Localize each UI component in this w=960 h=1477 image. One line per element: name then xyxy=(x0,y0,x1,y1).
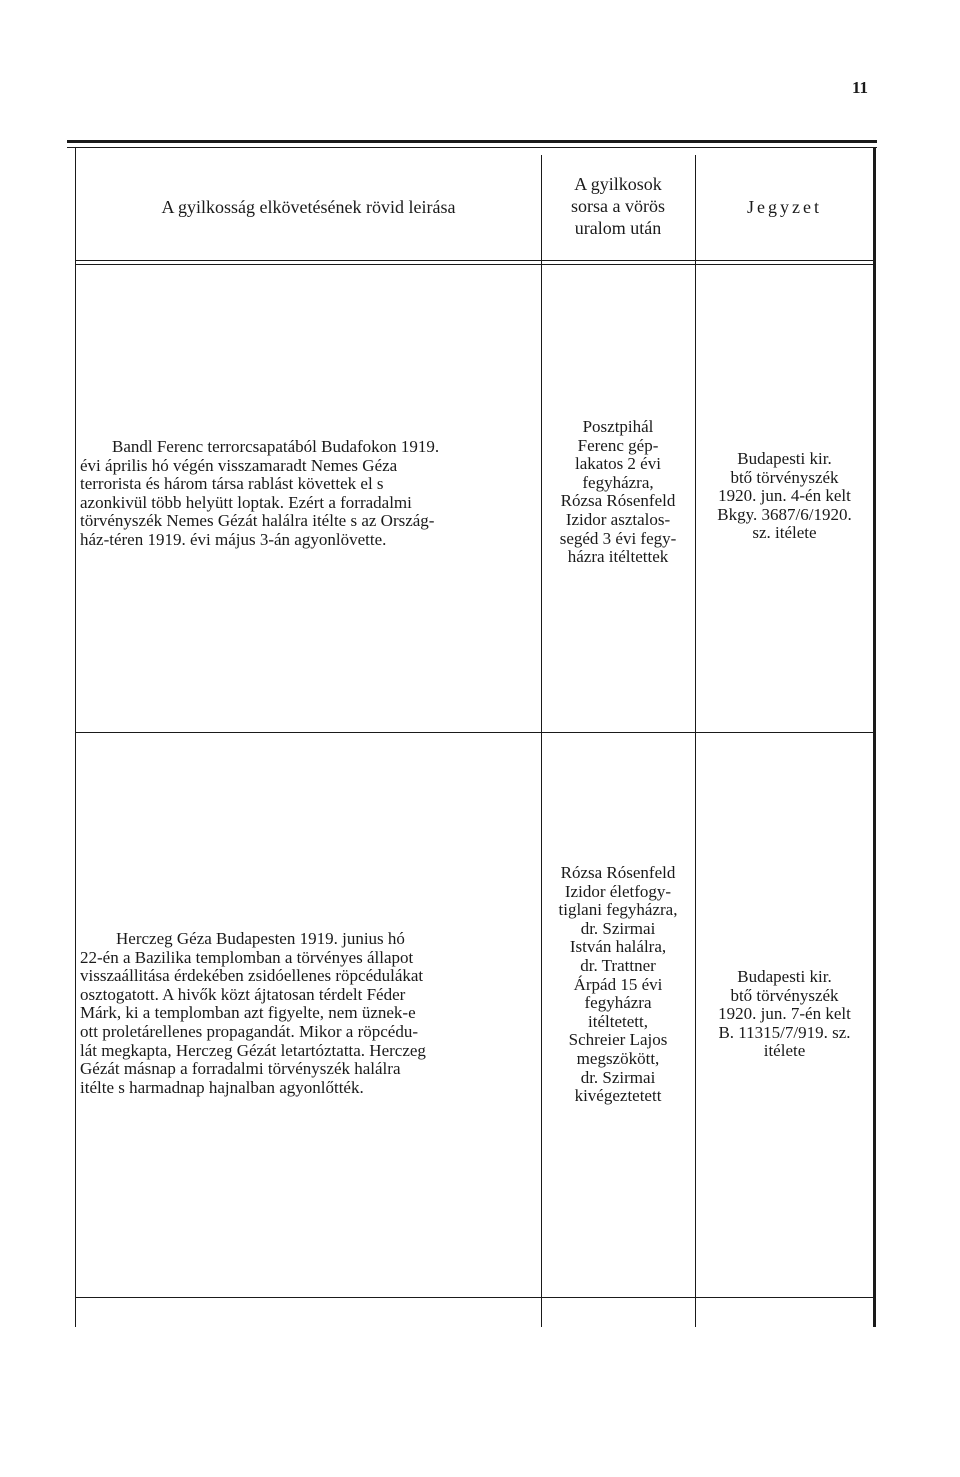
text-line: Posztpihál xyxy=(582,417,654,436)
text-line: 1920. jun. 7-én kelt xyxy=(718,1004,851,1024)
text-line: Izidor asztalos- xyxy=(565,509,671,529)
text-line: Herczeg Géza Budapesten 1919. junius hó xyxy=(116,929,405,948)
header-fate xyxy=(542,173,694,239)
text-line: osztogatott. A hivők közt ájtatosan térdelt Féder xyxy=(80,984,406,1004)
text-line: Budapesti kir. xyxy=(737,449,832,468)
text-line: ház-téren 1919. évi május 3-án agyonlövette. xyxy=(80,529,387,549)
text-line: sz. itélete xyxy=(752,523,817,543)
text-line: itéltetett, xyxy=(588,1011,648,1031)
divider-2 xyxy=(695,155,696,1327)
text-line: lakatos 2 évi xyxy=(575,454,661,474)
text-line: azonkivül több helyütt loptak. Ezért a forradalmi xyxy=(80,492,412,512)
text-line: fegyházra, xyxy=(582,472,654,492)
header-fate-line: A gyilkosok xyxy=(574,174,662,194)
text-line: 22-én a Bazilika templomban a törvényes állapot xyxy=(80,947,414,967)
text-line: btő törvényszék xyxy=(730,467,839,487)
text-line: dr. Szirmai xyxy=(580,918,656,938)
row-rule xyxy=(75,732,875,733)
text-line: Rózsa Rósenfeld xyxy=(560,491,676,511)
text-line: Bandl Ferenc terrorcsapatából Budafokon 1919. xyxy=(112,437,440,456)
header-description: A gyilkosság elkövetésének rövid leirása xyxy=(161,197,456,217)
text-line: Árpád 15 évi xyxy=(573,974,663,994)
text-line: B. 11315/7/919. sz. xyxy=(718,1022,851,1042)
divider-1 xyxy=(541,155,542,1327)
row2-fate xyxy=(542,864,694,1106)
text-line: visszaállitása érdekében zsidóellenes röpcédulákat xyxy=(80,966,424,986)
right-border xyxy=(873,147,876,1327)
text-line: segéd 3 évi fegy- xyxy=(559,528,677,548)
text-line: évi április hó végén visszamaradt Nemes Géza xyxy=(80,455,398,475)
top-rule-thin xyxy=(67,147,877,148)
text-line: Márk, ki a templomban azt figyelte, nem üznek-e xyxy=(80,1003,416,1023)
page-number: 11 xyxy=(852,78,869,97)
text-line: megszökött, xyxy=(576,1048,660,1068)
text-line: lát megkapta, Herczeg Gézát letartóztatta. Herczeg xyxy=(80,1040,426,1060)
text-line: házra itéltettek xyxy=(567,547,669,567)
row2-note xyxy=(696,968,873,1061)
text-line: Rózsa Rósenfeld xyxy=(560,863,676,882)
header-fate-line: uralom után xyxy=(574,218,662,238)
row1-fate xyxy=(542,418,694,567)
text-line: Izidor életfogy- xyxy=(564,881,672,901)
header-note: Jegyzet xyxy=(747,197,822,217)
text-line: dr. Szirmai xyxy=(580,1067,656,1087)
text-line: itélete xyxy=(763,1041,806,1061)
text-line: Budapesti kir. xyxy=(737,967,832,986)
text-line: törvényszék Nemes Gézát halálra itélte s az Ország- xyxy=(80,511,435,531)
text-line: Bkgy. 3687/6/1920. xyxy=(717,504,852,524)
text-line: Schreier Lajos xyxy=(568,1030,668,1050)
text-line: itélte s harmadnap hajnalban agyonlőtték. xyxy=(80,1077,364,1097)
text-line: tiglani fegyházra, xyxy=(558,900,678,920)
bottom-rule xyxy=(75,1297,875,1298)
row2-description xyxy=(80,930,528,1097)
text-line: Ferenc gép- xyxy=(577,435,659,455)
text-line: terrorista és három társa rablást követtek el s xyxy=(80,474,384,494)
row1-description xyxy=(80,438,528,550)
left-border xyxy=(75,147,76,1327)
header-fate-line: sorsa a vörös xyxy=(571,196,665,216)
header-rule xyxy=(75,260,875,261)
text-line: 1920. jun. 4-én kelt xyxy=(718,486,851,506)
text-line: István halálra, xyxy=(569,937,667,957)
text-line: fegyházra xyxy=(584,993,652,1013)
text-line: ott proletárellenes propagandát. Mikor a röpcédu- xyxy=(80,1021,418,1041)
text-line: kivégeztetett xyxy=(574,1086,662,1106)
text-line: dr. Trattner xyxy=(580,955,656,975)
row1-note xyxy=(696,450,873,543)
header-rule-2 xyxy=(75,264,875,265)
top-rule xyxy=(67,140,877,143)
text-line: btő törvényszék xyxy=(730,985,839,1005)
text-line: Gézát másnap a forradalmi törvényszék halálra xyxy=(80,1059,401,1079)
